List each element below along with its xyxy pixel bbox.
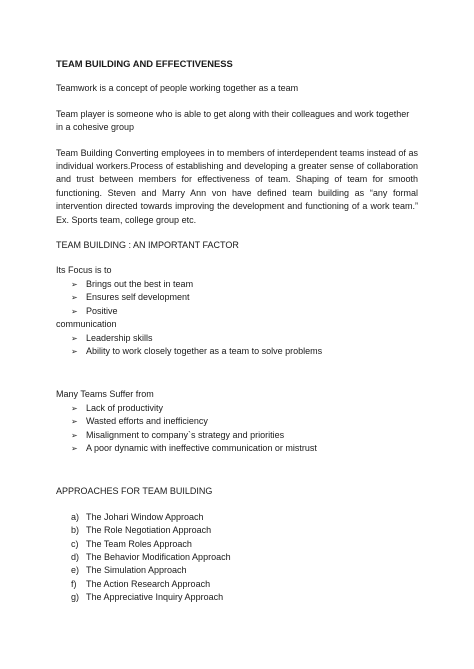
- list-marker: e): [71, 565, 80, 576]
- arrow-bullet-icon: ➢: [71, 279, 78, 289]
- list-item-label: Positive: [86, 305, 118, 316]
- list-item-label: A poor dynamic with ineffective communication or mistrust: [86, 442, 317, 453]
- list-item: [56, 591, 418, 604]
- list-item: [56, 429, 418, 442]
- list-item: [56, 564, 418, 577]
- list-item: [56, 578, 418, 591]
- list-marker: g): [71, 592, 80, 603]
- list-item: [56, 551, 418, 564]
- list-item-label: The Johari Window Approach: [86, 511, 204, 522]
- arrow-bullet-icon: ➢: [71, 403, 78, 413]
- list-item-label: Lack of productivity: [86, 402, 164, 413]
- communication-text: communication: [56, 319, 117, 330]
- document-body: [56, 57, 418, 605]
- focus-intro: Its Focus is to: [56, 265, 112, 276]
- list-marker: b): [71, 525, 80, 536]
- suffer-list: [56, 402, 418, 456]
- list-item: [56, 332, 418, 345]
- list-item-label: The Appreciative Inquiry Approach: [86, 592, 224, 603]
- list-item-label: Ensures self development: [86, 292, 190, 303]
- team-building-paragraph: Team Building Converting employees in to members of interdependent teams instead of as individual workers.Process of establishing and developing a greater sense of collaboration and trust between members for effectiveness of team. Shaping of team for smooth functioning. Steven and Marry Ann von have defined team building as “any formal intervention directed towards improving the development and functioning of a work team.” Ex. Sports team, college group etc.: [56, 147, 418, 225]
- list-marker: c): [71, 538, 79, 549]
- arrow-bullet-icon: ➢: [71, 306, 78, 316]
- list-item: [56, 305, 418, 318]
- list-item-label: The Simulation Approach: [86, 565, 187, 576]
- arrow-bullet-icon: ➢: [71, 417, 78, 427]
- list-item-label: Ability to work closely together as a team to solve problems: [86, 345, 323, 356]
- arrow-bullet-icon: ➢: [71, 430, 78, 440]
- list-marker: d): [71, 551, 80, 562]
- arrow-bullet-icon: ➢: [71, 443, 78, 453]
- list-marker: f): [71, 578, 77, 589]
- list-item: [56, 345, 418, 358]
- focus-list-a: [56, 278, 418, 318]
- arrow-bullet-icon: ➢: [71, 333, 78, 343]
- list-item: [56, 442, 418, 455]
- list-item: [56, 278, 418, 291]
- list-item: [56, 524, 418, 537]
- list-item: [56, 402, 418, 415]
- important-factor-heading: TEAM BUILDING : AN IMPORTANT FACTOR: [56, 240, 239, 251]
- list-item: [56, 511, 418, 524]
- approaches-heading: APPROACHES FOR TEAM BUILDING: [56, 486, 213, 497]
- list-item-label: The Action Research Approach: [86, 578, 211, 589]
- list-item-label: Wasted efforts and inefficiency: [86, 416, 208, 427]
- arrow-bullet-icon: ➢: [71, 346, 78, 356]
- spacer: [56, 358, 418, 388]
- list-item: [56, 291, 418, 304]
- document-title: TEAM BUILDING AND EFFECTIVENESS: [56, 58, 233, 69]
- team-player-definition: Team player is someone who is able to get along with their colleagues and work together in a cohesive group: [56, 108, 410, 133]
- list-item-label: The Role Negotiation Approach: [86, 525, 212, 536]
- list-marker: a): [71, 511, 80, 522]
- focus-list-b: [56, 332, 418, 359]
- teamwork-definition: Teamwork is a concept of people working together as a team: [56, 83, 299, 94]
- spacer: [56, 455, 418, 485]
- approaches-list: [56, 511, 418, 605]
- list-item-label: The Team Roles Approach: [86, 538, 192, 549]
- list-item-label: Leadership skills: [86, 332, 153, 343]
- list-item: [56, 415, 418, 428]
- list-item-label: Misalignment to company`s strategy and priorities: [86, 429, 285, 440]
- list-item: [56, 538, 418, 551]
- list-item-label: The Behavior Modification Approach: [86, 551, 231, 562]
- arrow-bullet-icon: ➢: [71, 293, 78, 303]
- list-item-label: Brings out the best in team: [86, 278, 194, 289]
- suffer-intro: Many Teams Suffer from: [56, 389, 154, 400]
